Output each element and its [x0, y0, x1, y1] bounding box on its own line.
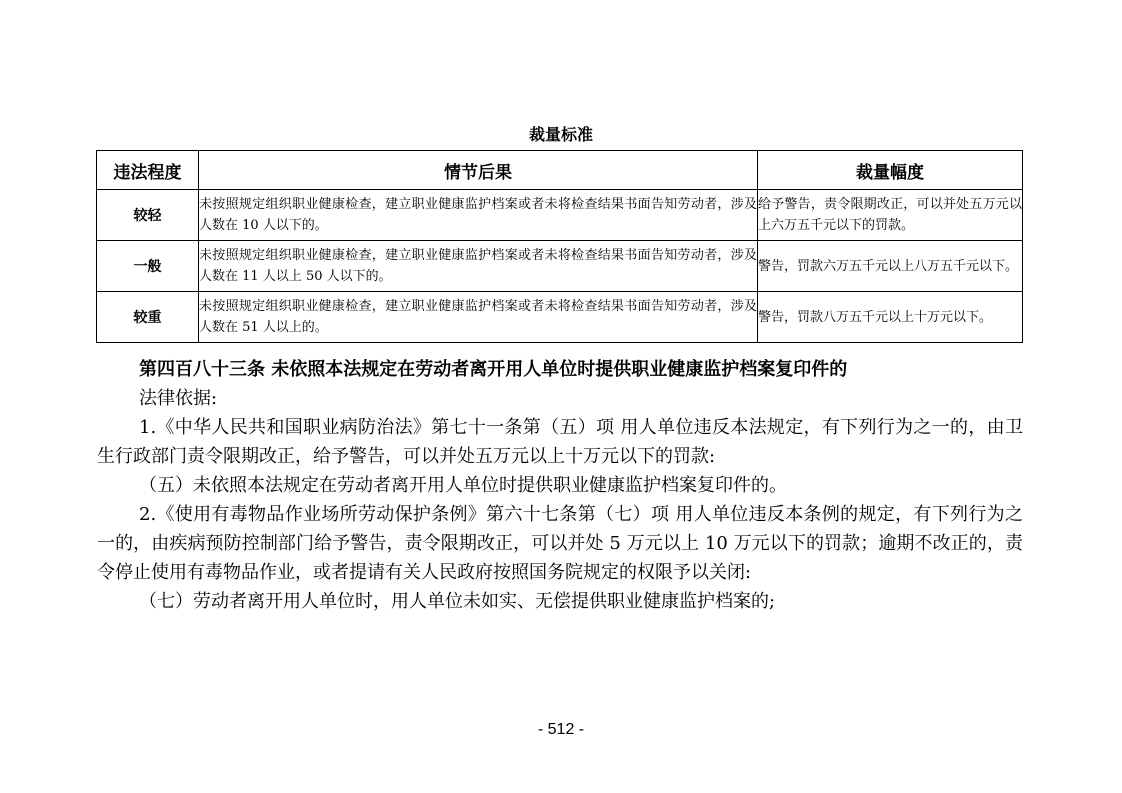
- table-title: 裁量标准: [528, 125, 593, 144]
- article-body: [97, 384, 1023, 616]
- legal-basis-label: 法律依据:: [139, 388, 218, 409]
- row-level: 较轻: [97, 190, 199, 241]
- legal-basis-item-2-clause: （七）劳动者离开用人单位时，用人单位未如实、无偿提供职业健康监护档案的;: [139, 591, 776, 612]
- row-level: 较重: [97, 292, 199, 343]
- table-row: [97, 292, 1023, 343]
- table-row: [97, 190, 1023, 241]
- row-circumstance: 未按照规定组织职业健康检查，建立职业健康监护档案或者未将检查结果书面告知劳动者，涉及人数在 11 人以上 50 人以下的。: [199, 241, 758, 292]
- discretion-standard-table: [96, 150, 1023, 343]
- legal-basis-item-2: 2.《使用有毒物品作业场所劳动保护条例》第六十七条第（七）项 用人单位违反本条例的规定，有下列行为之一的，由疾病预防控制部门给予警告，责令限期改正，可以并处 5 万元以上 10 万元以下的罚款；逾期不改正的，责令停止使用有毒物品作业，或者提请有关人民政府按照国务院规定的权限予以关闭:: [97, 504, 1023, 583]
- legal-basis-item-1-clause: （五）未依照本法规定在劳动者离开用人单位时提供职业健康监护档案复印件的。: [139, 475, 787, 496]
- table-header-row: [97, 151, 1023, 190]
- table-row: [97, 241, 1023, 292]
- row-level: 一般: [97, 241, 199, 292]
- header-violation-level: 违法程度: [97, 151, 199, 190]
- header-penalty-range: 裁量幅度: [758, 151, 1023, 190]
- article-title: 第四百八十三条 未依照本法规定在劳动者离开用人单位时提供职业健康监护档案复印件的: [139, 359, 848, 380]
- row-penalty: 给予警告，责令限期改正，可以并处五万元以上六万五千元以下的罚款。: [758, 190, 1023, 241]
- row-circumstance: 未按照规定组织职业健康检查，建立职业健康监护档案或者未将检查结果书面告知劳动者，涉及人数在 51 人以上的。: [199, 292, 758, 343]
- row-penalty: 警告，罚款八万五千元以上十万元以下。: [758, 292, 1023, 343]
- row-penalty: 警告，罚款六万五千元以上八万五千元以下。: [758, 241, 1023, 292]
- page-number: - 512 -: [537, 721, 585, 738]
- row-circumstance: 未按照规定组织职业健康检查，建立职业健康监护档案或者未将检查结果书面告知劳动者，涉及人数在 10 人以下的。: [199, 190, 758, 241]
- legal-basis-item-1: 1.《中华人民共和国职业病防治法》第七十一条第（五）项 用人单位违反本法规定，有下列行为之一的，由卫生行政部门责令限期改正，给予警告，可以并处五万元以上十万元以下的罚款:: [97, 417, 1023, 467]
- header-circumstance: 情节后果: [199, 151, 758, 190]
